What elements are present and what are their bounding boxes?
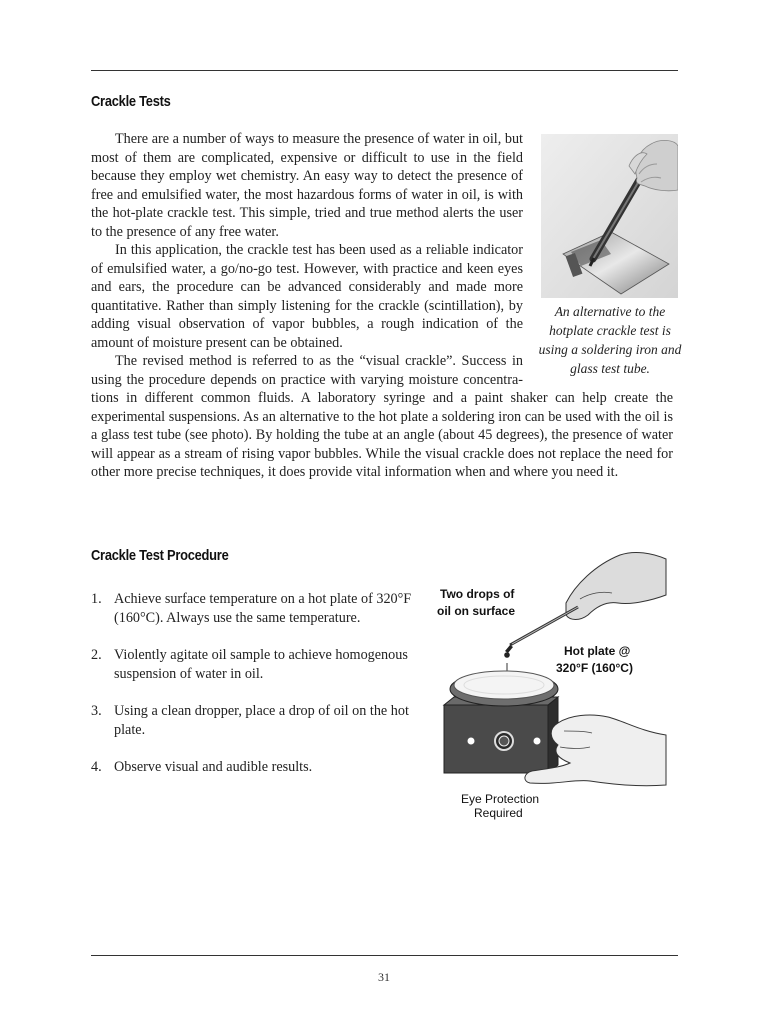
label-hotplate-line2: 320°F (160°C) xyxy=(556,661,633,675)
label-drops-line1: Two drops of xyxy=(440,587,515,601)
list-item xyxy=(91,646,431,684)
top-rule xyxy=(91,70,678,71)
page-number: 31 xyxy=(378,970,390,984)
section-heading-crackle-tests: Crackle Tests xyxy=(91,93,171,110)
photo-caption: An alternative to the hotplate crackle test is using a soldering iron and glass test tube. xyxy=(538,304,682,376)
step-text: Achieve surface temperature on a hot plate of 320°F (160°C). Always use the same temperature. xyxy=(114,591,412,626)
step-number: 2. xyxy=(91,647,102,663)
step-number: 4. xyxy=(91,759,102,775)
step-number: 3. xyxy=(91,703,102,719)
list-item xyxy=(91,758,431,777)
step-text: Violently agitate oil sample to achieve homogenous suspension of water in oil. xyxy=(114,647,408,682)
label-eye-protection-line2: Required xyxy=(474,806,523,820)
soldering-iron-photo xyxy=(541,134,678,298)
paragraph-2: In this application, the crackle test has been used as a reliable indicator of emulsified water, a go/no-go test. However, with practice and keen eyes and ears, the procedure can be advanced considerably and made more quantitative. Rather than simply listening for the crackle (scintillation), by adding visual observation of vapor bubbles, a rough indication of the amount of moisture present can be obtained. xyxy=(91,242,523,351)
paragraph-3: The revised method is referred to as the “visual crackle”. Success in using the procedure depends on practice with varying moisture concentra-tions in different common fluids. A laboratory syringe and a paint shaker can help create the experimental suspensions. As an alternative to the hot plate a soldering iron can be used with the oil is a glass test tube (see photo). By holding the tube at an angle (about 45 degrees), the presence of water will appear as a stream of rising vapor bubbles. While the visual crackle does not replace the need for other more precise techniques, it does provide vital information when and where you need it. xyxy=(91,353,673,480)
step-text: Observe visual and audible results. xyxy=(114,759,313,775)
paragraph-1: There are a number of ways to measure the presence of water in oil, but most of them are complicated, expensive or difficult to use in the field because they employ wet chemistry. An easy way to detect the presence of free and emulsified water, the most hazardous forms of water in oil, is with the hot-plate crackle test. This simple, tried and true method alerts the user to the presence of any free water. xyxy=(91,131,523,240)
hot-plate-diagram xyxy=(430,545,680,825)
section-heading-procedure: Crackle Test Procedure xyxy=(91,547,229,564)
step-number: 1. xyxy=(91,591,102,607)
procedure-steps xyxy=(91,590,431,795)
label-eye-protection-line1: Eye Protection xyxy=(461,792,540,806)
list-item xyxy=(91,702,431,740)
bottom-rule xyxy=(91,955,678,956)
label-hotplate-line1: Hot plate @ xyxy=(564,644,631,658)
step-text: Using a clean dropper, place a drop of oil on the hot plate. xyxy=(114,703,409,738)
list-item xyxy=(91,590,431,628)
label-drops-line2: oil on surface xyxy=(437,604,516,618)
hot-plate-illustration xyxy=(444,671,558,773)
